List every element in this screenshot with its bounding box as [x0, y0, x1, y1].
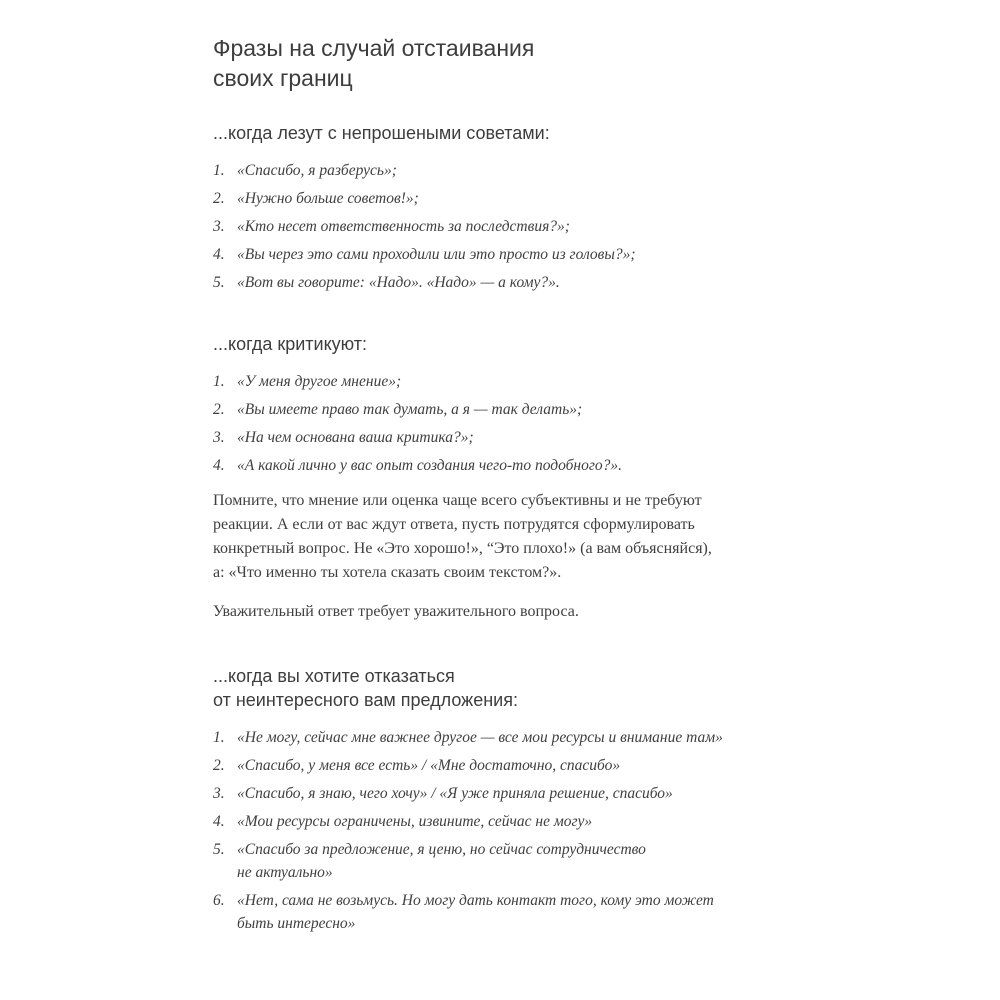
- list-item: [213, 454, 853, 477]
- list-item-number: 2.: [213, 757, 225, 774]
- list-item: [213, 726, 853, 749]
- phrase-list-unsolicited-advice: [213, 159, 853, 294]
- list-item-text: «Вы через это сами проходили или это просто из головы?»;: [237, 246, 636, 263]
- list-item: [213, 215, 853, 238]
- list-item: [213, 187, 853, 210]
- list-item-number: 1.: [213, 729, 225, 746]
- list-item: [213, 243, 853, 266]
- list-item-number: 4.: [213, 813, 225, 830]
- phrase-list-criticism: [213, 370, 853, 477]
- list-item: [213, 782, 853, 805]
- list-item-text: «На чем основана ваша критика?»;: [237, 429, 474, 446]
- list-item: [213, 159, 853, 182]
- list-item: [213, 398, 853, 421]
- list-item-number: 3.: [213, 429, 225, 446]
- list-item-text: «Спасибо, я знаю, чего хочу» / «Я уже приняла решение, спасибо»: [237, 785, 673, 802]
- list-item-number: 5.: [213, 274, 225, 291]
- list-item-text: «А какой лично у вас опыт создания чего-то подобного?».: [237, 457, 623, 474]
- list-item-number: 1.: [213, 162, 225, 179]
- document-page: [213, 33, 853, 940]
- list-item-text: «Не могу, сейчас мне важнее другое — все мои ресурсы и внимание там»: [237, 729, 723, 746]
- list-item-text: «Спасибо, я разберусь»;: [237, 162, 397, 179]
- body-paragraph-respectful-answer: Уважительный ответ требует уважительного вопроса.: [213, 603, 579, 620]
- list-item-number: 6.: [213, 892, 225, 909]
- list-item-number: 4.: [213, 246, 225, 263]
- list-item-number: 2.: [213, 190, 225, 207]
- list-item: [213, 810, 853, 833]
- section-heading-refuse-offer: ...когда вы хотите отказаться от неинтересного вам предложения:: [213, 666, 518, 710]
- list-item: [213, 754, 853, 777]
- list-item-text: «Спасибо за предложение, я ценю, но сейчас сотрудничество не актуально»: [237, 841, 646, 881]
- list-item-number: 4.: [213, 457, 225, 474]
- list-item-text: «Нужно больше советов!»;: [237, 190, 419, 207]
- list-item-number: 3.: [213, 785, 225, 802]
- body-paragraph-subjective-opinion: Помните, что мнение или оценка чаще всего субъективны и не требуют реакции. А если от вас ждут ответа, пусть потрудятся сформулировать конкретный вопрос. Не «Это хорошо!», “Это плохо!» (а вам объясняйся), а: «Что именно ты хотела сказать своим текстом?».: [213, 492, 712, 581]
- list-item-text: «Вот вы говорите: «Надо». «Надо» — а кому?».: [237, 274, 560, 291]
- list-item-number: 3.: [213, 218, 225, 235]
- phrase-list-refuse-offer: [213, 726, 853, 935]
- list-item-text: «Кто несет ответственность за последствия?»;: [237, 218, 570, 235]
- list-item-text: «Мои ресурсы ограничены, извините, сейчас не могу»: [237, 813, 593, 830]
- section-heading-criticism: ...когда критикуют:: [213, 334, 368, 354]
- list-item: [213, 889, 853, 935]
- section-heading-unsolicited-advice: ...когда лезут с непрошеными советами:: [213, 123, 550, 143]
- list-item-text: «Вы имеете право так думать, а я — так делать»;: [237, 401, 583, 418]
- list-item-number: 2.: [213, 401, 225, 418]
- list-item: [213, 426, 853, 449]
- list-item-text: «Нет, сама не возьмусь. Но могу дать контакт того, кому это может быть интересно»: [237, 892, 714, 932]
- list-item-text: «Спасибо, у меня все есть» / «Мне достаточно, спасибо»: [237, 757, 621, 774]
- list-item: [213, 370, 853, 393]
- list-item: [213, 838, 853, 884]
- list-item-text: «У меня другое мнение»;: [237, 373, 402, 390]
- list-item-number: 1.: [213, 373, 225, 390]
- list-item-number: 5.: [213, 841, 225, 858]
- list-item: [213, 271, 853, 294]
- page-title: Фразы на случай отстаивания своих границ: [213, 35, 535, 91]
